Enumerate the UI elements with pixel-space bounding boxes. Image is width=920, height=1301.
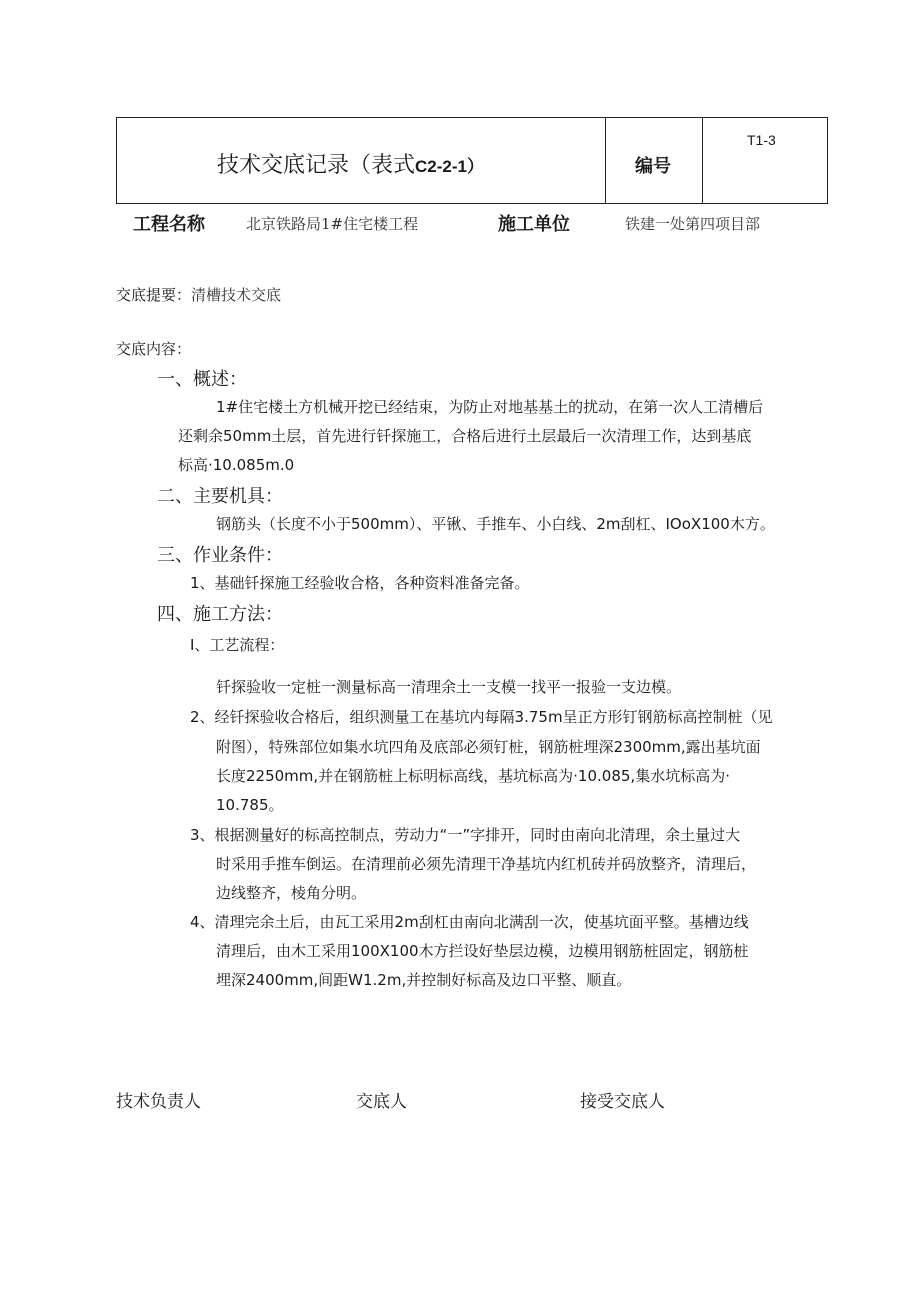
s4-item-2-line: 长度2250mm,并在钢筋桩上标明标高线，基坑标高为·10.085,集水坑标高为· (216, 767, 730, 785)
number-label: 编号 (635, 156, 671, 177)
s4-item-3-line: 时采用手推车倒运。在清理前必须先清理干净基坑内红机砖并码放整齐，清理后， (216, 855, 757, 873)
s4-item-4-line: 4、清理完余土后，由瓦工采用2m刮杠由南向北满刮一次，使基坑面平整。基槽边线 (190, 913, 749, 931)
header-table (116, 117, 828, 204)
tech-lead-signature: 技术负责人 (116, 1092, 201, 1112)
form-code: C2-2-1） (415, 157, 484, 176)
section-4-title: 四、施工方法： (157, 604, 283, 625)
s1-line: 还剩余50mm土层，首先进行钎探施工，合格后进行土层最后一次清理工作，达到基底 (178, 427, 752, 445)
summary-value: 清槽技术交底 (191, 286, 282, 304)
content-label: 交底内容： (116, 340, 192, 358)
s4-item-2-line: 附图），特殊部位如集水坑四角及底部必须钉桩，钢筋桩埋深2300mm,露出基坑面 (216, 738, 761, 756)
s1-line: 标高·10.085m.0 (178, 456, 295, 474)
title-text: 技术交底记录（表式 (217, 153, 416, 178)
divider-line (605, 118, 606, 203)
document-title (217, 148, 484, 179)
s3-line: 1、基础钎探施工经验收合格，各种资料准备完备。 (190, 574, 530, 592)
discloser-signature: 交底人 (356, 1092, 407, 1112)
number-value: T1-3 (747, 132, 776, 148)
section-3-title: 三、作业条件： (157, 545, 283, 566)
s4-item-3-line: 3、根据测量好的标高控制点，劳动力“一”字排开，同时由南向北清理，余土量过大 (190, 826, 741, 844)
summary-label: 交底提要： (116, 286, 192, 304)
s4-item-2-line: 10.785。 (216, 796, 284, 814)
s4-item-2-line: 2、经钎探验收合格后，组织测量工在基坑内每隔3.75m呈正方形钉钢筋标高控制桩（见 (190, 708, 773, 726)
receiver-signature: 接受交底人 (580, 1092, 665, 1112)
s4-item-1: I、工艺流程： (190, 636, 285, 654)
s2-line: 钢筋头（长度不小于500mm）、平锹、手推车、小白线、2m刮杠、IOoX100木方。 (216, 515, 775, 533)
s1-line: 1#住宅楼土方机械开挖已经结束，为防止对地基基土的扰动，在第一次人工清槽后 (216, 398, 764, 416)
unit-value: 铁建一处第四项目部 (625, 215, 761, 233)
unit-label: 施工单位 (498, 214, 570, 235)
section-1-title: 一、概述： (157, 369, 247, 390)
divider-line (702, 118, 703, 203)
summary (116, 284, 281, 305)
project-label: 工程名称 (133, 214, 205, 235)
s4-item-4-line: 清理后，由木工采用100X100木方拦设好垫层边模，边模用钢筋桩固定，钢筋桩 (216, 942, 749, 960)
s4-item-3-line: 边线整齐，棱角分明。 (216, 884, 367, 902)
s4-item-4-line: 埋深2400mm,间距W1.2m,并控制好标高及边口平整、顺直。 (216, 971, 632, 989)
s4-flow: 钎探验收一定桩一测量标高一清理余土一支模一找平一报验一支边模。 (216, 678, 682, 696)
project-value: 北京铁路局1#住宅楼工程 (246, 215, 419, 233)
section-2-title: 二、主要机具： (157, 486, 283, 507)
